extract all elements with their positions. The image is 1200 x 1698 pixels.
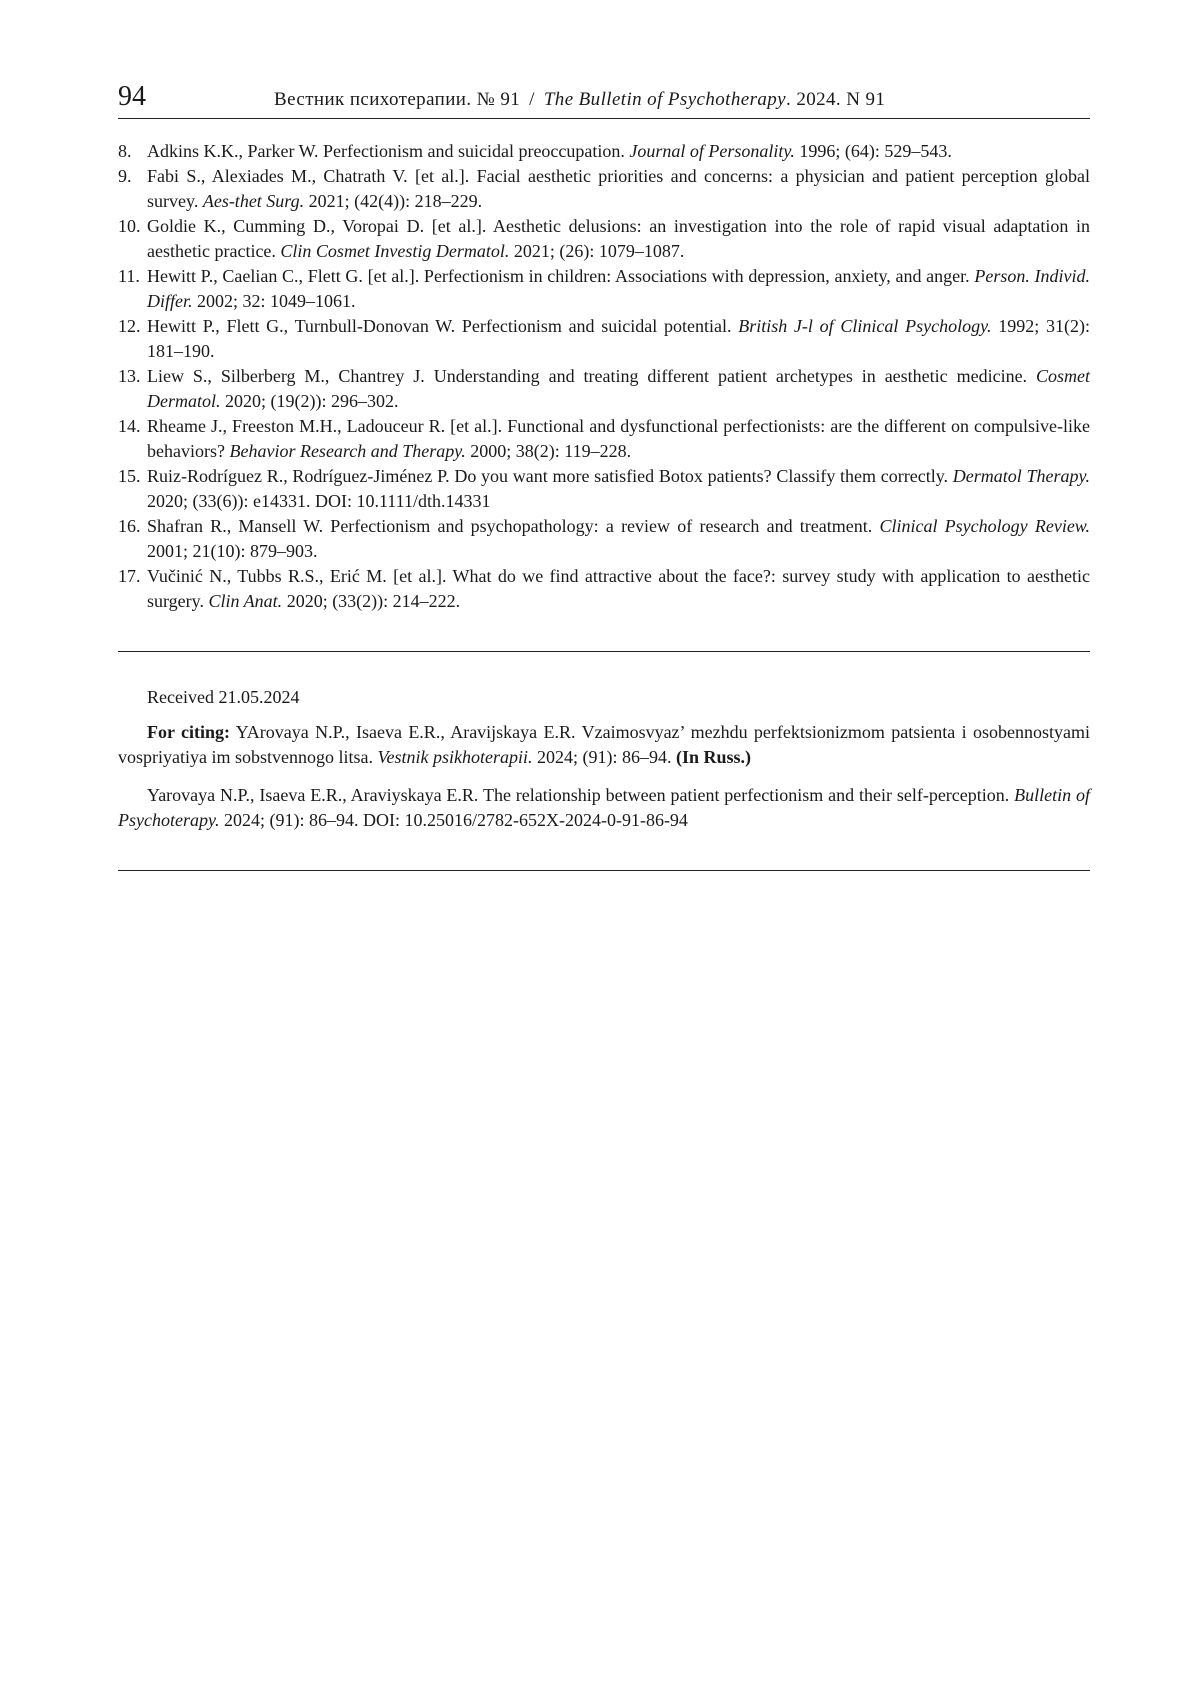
reference-source: Clin Cosmet Investig Dermatol. (280, 241, 510, 261)
citing-language: (In Russ.) (675, 747, 751, 767)
journal-issue-en: . 2024. N 91 (786, 89, 886, 110)
reference-text: Ruiz-Rodríguez R., Rodríguez-Jiménez P. Do you want more satisfied Botox patients? Classify them correctly. (147, 466, 953, 486)
reference-text: Fabi S., Alexiades M., Chatrath V. [et al.]. Facial aesthetic priorities and concerns: a physician and patient perception global survey. (147, 166, 1090, 211)
reference-text: Goldie K., Cumming D., Voropai D. [et al.]. Aesthetic delusions: an investigation into the role of rapid visual adaptation in aesthetic practice. (147, 216, 1090, 261)
reference-source: Clinical Psychology Review. (879, 516, 1090, 536)
reference-number: 12. (118, 316, 141, 336)
reference-details: 2021; (26): 1079–1087. (509, 241, 685, 261)
reference-item (118, 414, 1090, 464)
reference-item (118, 314, 1090, 364)
reference-details: 2020; (19(2)): 296–302. (220, 391, 399, 411)
reference-details: 2000; 38(2): 119–228. (465, 441, 632, 461)
reference-details: 1996; (64): 529–543. (794, 141, 952, 161)
citing-label: For citing: (147, 722, 231, 742)
journal-title-ru: Вестник психотерапии. № 91 (274, 89, 521, 110)
reference-details: 2020; (33(6)): e14331. DOI: 10.1111/dth.14331 (147, 491, 491, 511)
reference-number: 16. (118, 516, 141, 536)
reference-text: Vučinić N., Tubbs R.S., Erić M. [et al.]. What do we find attractive about the face?: survey study with application to aesthetic surgery. (147, 566, 1090, 611)
reference-details: 2020; (33(2)): 214–222. (282, 591, 461, 611)
footer-rule (118, 870, 1090, 871)
citing-details: 2024; (91): 86–94. (532, 747, 676, 767)
reference-item (118, 139, 1090, 164)
reference-item (118, 214, 1090, 264)
reference-source: Dermatol Therapy. (952, 466, 1090, 486)
reference-text: Liew S., Silberberg M., Chantrey J. Understanding and treating different patient archetypes in aesthetic medicine. (147, 366, 1036, 386)
reference-text: Shafran R., Mansell W. Perfectionism and psychopathology: a review of research and treatment. (147, 516, 880, 536)
citation-english (118, 783, 1090, 833)
reference-list (118, 139, 1090, 614)
reference-text: Adkins K.K., Parker W. Perfectionism and suicidal preoccupation. (147, 141, 630, 161)
journal-title-en: The Bulletin of Psychotherapy (543, 89, 787, 110)
reference-source: Clin Anat. (208, 591, 283, 611)
reference-item (118, 564, 1090, 614)
reference-number: 10. (118, 216, 141, 236)
reference-source: British J-l of Clinical Psychology. (738, 316, 992, 336)
reference-source: Cosmet Dermatol. (147, 366, 1090, 411)
citing-journal: Vestnik psikhoterapii. (377, 747, 533, 767)
page-number: 94 (118, 81, 146, 112)
reference-number: 14. (118, 416, 141, 436)
reference-source: Journal of Personality. (629, 141, 795, 161)
reference-source: Aes-thet Surg. (202, 191, 305, 211)
reference-number: 17. (118, 566, 141, 586)
citing-en-journal: Bulletin of Psychoterapy. (118, 785, 1090, 830)
received-date: Received 21.05.2024 (147, 687, 300, 707)
reference-number: 8. (118, 141, 132, 161)
reference-item (118, 164, 1090, 214)
running-head (274, 88, 885, 112)
reference-number: 13. (118, 366, 141, 386)
reference-text: Rheame J., Freeston M.H., Ladouceur R. [et al.]. Functional and dysfunctional perfectionists: are the different on compulsive-like behaviors? (147, 416, 1090, 461)
section-divider (118, 651, 1090, 652)
header-rule (118, 118, 1090, 119)
reference-details: 1992; 31(2): 181–190. (147, 316, 1090, 361)
citation-russian (118, 720, 1090, 770)
reference-number: 11. (118, 266, 140, 286)
page-header (118, 78, 1090, 118)
reference-details: 2002; 32: 1049–1061. (192, 291, 356, 311)
reference-details: 2001; 21(10): 879–903. (147, 541, 318, 561)
reference-text: Hewitt P., Flett G., Turnbull-Donovan W. Perfectionism and suicidal potential. (147, 316, 739, 336)
title-separator: / (529, 89, 535, 110)
reference-source: Behavior Research and Therapy. (229, 441, 466, 461)
reference-source: Person. Individ. Differ. (147, 266, 1090, 311)
reference-text: Hewitt P., Caelian C., Flett G. [et al.]. Perfectionism in children: Associations with depression, anxiety, and anger. (147, 266, 975, 286)
reference-number: 15. (118, 466, 141, 486)
reference-details: 2021; (42(4)): 218–229. (304, 191, 483, 211)
reference-number: 9. (118, 166, 132, 186)
citing-en-details: 2024; (91): 86–94. DOI: 10.25016/2782-652X-2024-0-91-86-94 (219, 810, 688, 830)
reference-item (118, 364, 1090, 414)
reference-item (118, 264, 1090, 314)
reference-item (118, 514, 1090, 564)
citing-text: YArovaya N.P., Isaeva E.R., Aravijskaya E.R. Vzaimosvyaz’ mezhdu perfektsionizmom patsienta i osobennostyami vospriyatiya im sobstvennogo litsa. (118, 722, 1090, 767)
reference-item (118, 464, 1090, 514)
citing-en-text: Yarovaya N.P., Isaeva E.R., Araviyskaya E.R. The relationship between patient perfectionism and their self-perception. (147, 785, 1015, 805)
